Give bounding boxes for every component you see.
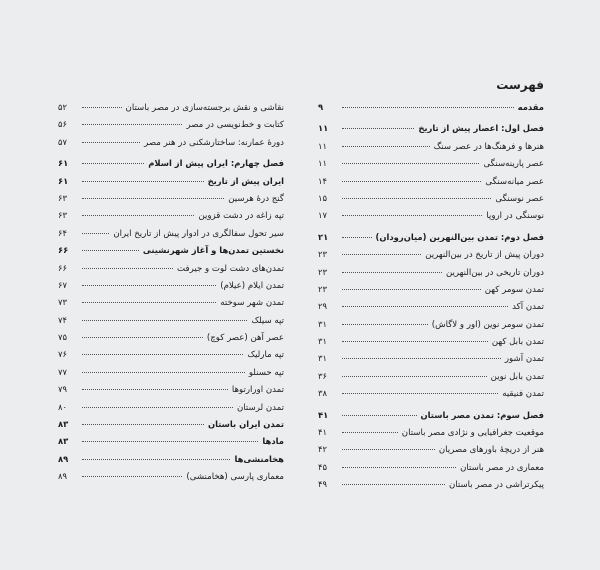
toc-entry-page: ۴۵ (318, 461, 327, 472)
dot-leader (82, 181, 204, 182)
toc-entry (58, 245, 284, 262)
toc-entry (318, 479, 544, 496)
toc-entry-page: ۱۱ (318, 140, 327, 151)
dot-leader (342, 146, 430, 147)
toc-entry (318, 123, 544, 140)
toc-entry (58, 193, 284, 210)
toc-entry (318, 319, 544, 336)
toc-entry-title: فصل دوم: تمدن بین‌النهرین (میان‌رودان) (375, 231, 544, 242)
toc-entry (318, 427, 544, 444)
toc-entry (318, 410, 544, 427)
dot-leader (82, 459, 230, 460)
toc-entry-title: عصر پارینه‌سنگی (483, 159, 544, 170)
dot-leader (82, 320, 247, 321)
toc-entry (58, 419, 284, 436)
toc-entry (318, 371, 544, 388)
toc-entry-title: تمدن آشور (504, 354, 544, 365)
toc-entry-title: نقاشی و نقش برجسته‌سازی در مصر باستان (125, 103, 284, 113)
toc-entry (318, 232, 544, 249)
toc-entry-page: ۴۹ (318, 479, 327, 490)
toc-entry-page: ۷۴ (58, 314, 67, 325)
toc-entry-title: تپه سیلک (251, 315, 284, 326)
toc-entry (318, 444, 544, 461)
dot-leader (342, 432, 398, 433)
toc-entry-page: ۸۳ (58, 436, 69, 447)
toc-entry-page: ۲۳ (318, 266, 327, 277)
toc-entry (58, 349, 284, 366)
dot-leader (342, 484, 445, 485)
toc-entry-page: ۱۱ (318, 123, 329, 134)
toc-entry (318, 158, 544, 175)
toc-entry-page: ۷۷ (58, 366, 67, 377)
dot-leader (342, 376, 487, 377)
toc-entry-page: ۲۹ (318, 301, 327, 312)
toc-entry-title: فصل سوم: تمدن مصر باستان (420, 409, 544, 420)
dot-leader (82, 285, 216, 286)
toc-entry-title: تمدن‌های دشت لوت و جیرفت (177, 263, 284, 274)
dot-leader (82, 389, 228, 390)
toc-entry (318, 301, 544, 318)
toc-entry-page: ۵۲ (58, 102, 67, 112)
dot-leader (342, 415, 417, 416)
toc-entry-title: هنر از دریچهٔ باورهای مصریان (438, 445, 544, 456)
toc-entry (318, 141, 544, 158)
toc-entry-page: ۱۷ (318, 210, 327, 221)
dot-leader (342, 215, 482, 216)
toc-entry (318, 249, 544, 266)
toc-entry-title: ایران پیش از تاریخ (207, 175, 284, 186)
dot-leader (342, 272, 442, 273)
toc-entry-title: عصر نوسنگی (495, 193, 544, 204)
toc-entry (318, 102, 544, 119)
toc-entry-page: ۶۶ (58, 245, 69, 256)
toc-entry-title: نوسنگی در اروپا (486, 211, 544, 222)
dot-leader (82, 354, 243, 355)
toc-entry (58, 228, 284, 245)
toc-entry-title: تمدن ایلام (عیلام) (220, 280, 284, 291)
toc-entry-page: ۹ (318, 102, 324, 112)
toc-entry-page: ۷۶ (58, 349, 67, 360)
dot-leader (342, 289, 481, 290)
toc-entry-page: ۶۳ (58, 210, 67, 221)
toc-entry-title: تمدن اورارتوها (231, 385, 284, 396)
dot-leader (342, 306, 508, 307)
toc-entry-page: ۶۴ (58, 227, 67, 238)
toc-entry (58, 102, 284, 119)
toc-entry-title: گنج درهٔ هرسین (228, 193, 284, 204)
dot-leader (82, 215, 194, 216)
toc-entry-page: ۸۳ (58, 419, 69, 430)
toc-entry-page: ۳۸ (318, 388, 327, 399)
toc-entry-page: ۳۱ (318, 318, 327, 329)
toc-entry (318, 176, 544, 193)
toc-entry-page: ۴۲ (318, 444, 327, 455)
toc-entry-page: ۱۴ (318, 175, 327, 186)
toc-entry (58, 315, 284, 332)
toc-entry-page: ۵۷ (58, 136, 67, 147)
toc-entry-title: تپه مارلیک (247, 350, 284, 361)
toc-entry-title: مقدمه (517, 102, 544, 112)
toc-entry-page: ۸۹ (58, 453, 69, 464)
toc-entry-title: دورهٔ عمارنه: ساختارشکنی در هنر مصر (144, 137, 284, 148)
page-title: فهرست (496, 78, 544, 92)
toc-entry-title: معماری در مصر باستان (460, 462, 544, 473)
toc-entry-title: تمدن ایران باستان (207, 419, 284, 430)
toc-entry-title: سیر تحول سفالگری در ادوار پیش از تاریخ ایران (113, 228, 284, 239)
toc-entry-title: فصل چهارم: ایران پیش از اسلام (148, 158, 284, 169)
dot-leader (82, 250, 139, 251)
dot-leader (82, 337, 203, 338)
dot-leader (342, 393, 498, 394)
dot-leader (342, 341, 488, 342)
toc-entry-page: ۶۱ (58, 158, 69, 169)
toc-entry-title: تپه زاغه در دشت قزوین (198, 211, 284, 222)
dot-leader (82, 476, 182, 477)
toc-entry-page: ۴۱ (318, 427, 327, 438)
toc-entry-title: عصر آهن (عصر کوچ) (206, 333, 284, 344)
dot-leader (342, 254, 421, 255)
toc-entry (58, 436, 284, 453)
dot-leader (342, 181, 481, 182)
toc-column-right (318, 102, 544, 497)
toc-entry (318, 462, 544, 479)
toc-entry-page: ۱۱ (318, 158, 327, 169)
dot-leader (82, 163, 144, 164)
toc-entry-title: مادها (262, 436, 284, 447)
toc-entry (58, 176, 284, 193)
dot-leader (342, 449, 435, 450)
toc-entry-page: ۲۱ (318, 231, 329, 242)
toc-entry (58, 210, 284, 227)
toc-entry-title: تمدن بابل کهن (491, 337, 544, 348)
toc-entry-title: تمدن بابل نوین (490, 371, 544, 382)
dot-leader (342, 128, 414, 129)
toc-entry-title: تمدن سومر نوین (اور و لاگاش) (431, 319, 544, 330)
toc-entry (58, 402, 284, 419)
toc-entry-title: تمدن سومر کهن (484, 284, 544, 295)
toc-entry-title: عصر میانه‌سنگی (485, 176, 544, 187)
toc-entry-page: ۵۶ (58, 119, 67, 130)
toc-entry-page: ۷۳ (58, 297, 67, 308)
toc-entry (318, 388, 544, 405)
toc-entry (58, 280, 284, 297)
dot-leader (342, 467, 456, 468)
dot-leader (82, 233, 109, 234)
dot-leader (82, 124, 182, 125)
toc-entry-title: پیکرتراشی در مصر باستان (448, 480, 544, 491)
toc-entry-title: تمدن فنیقیه (502, 389, 544, 400)
dot-leader (342, 107, 514, 108)
toc-entry (58, 158, 284, 175)
toc-entry (58, 297, 284, 314)
dot-leader (342, 358, 501, 359)
dot-leader (82, 198, 224, 199)
dot-leader (82, 441, 258, 442)
toc-entry-page: ۸۰ (58, 401, 67, 412)
dot-leader (82, 107, 122, 108)
toc-entry-title: موقعیت جغرافیایی و نژادی مصر باستان (401, 428, 544, 439)
toc-entry-page: ۶۱ (58, 175, 69, 186)
toc-entry-title: دوران پیش از تاریخ در بین‌النهرین (425, 250, 544, 261)
toc-entry (58, 332, 284, 349)
toc-entry-title: تمدن شهر سوخته (220, 298, 284, 309)
toc-entry (58, 454, 284, 471)
dot-leader (342, 163, 479, 164)
toc-entry (318, 210, 544, 227)
toc-entry (58, 471, 284, 488)
toc-entry-page: ۱۵ (318, 192, 327, 203)
toc-entry (318, 284, 544, 301)
toc-entry-page: ۳۶ (318, 370, 327, 381)
toc-entry-page: ۶۷ (58, 279, 67, 290)
toc-entry-title: هخامنشی‌ها (234, 453, 284, 464)
toc-entry (318, 336, 544, 353)
toc-entry-title: تمدن لرستان (237, 402, 284, 413)
dot-leader (342, 324, 428, 325)
toc-entry-page: ۴۱ (318, 409, 329, 420)
dot-leader (82, 424, 204, 425)
toc-entry (318, 267, 544, 284)
toc-entry (58, 119, 284, 136)
toc-entry (318, 353, 544, 370)
toc-entry-page: ۳۱ (318, 353, 327, 364)
toc-entry-page: ۷۹ (58, 384, 67, 395)
dot-leader (82, 142, 140, 143)
toc-entry-page: ۶۶ (58, 262, 67, 273)
dot-leader (82, 302, 216, 303)
dot-leader (82, 407, 233, 408)
dot-leader (82, 372, 245, 373)
dot-leader (342, 237, 372, 238)
toc-entry-page: ۸۹ (58, 471, 67, 482)
toc-entry-title: تپه حسنلو (248, 367, 284, 378)
toc-entry-page: ۶۳ (58, 192, 67, 203)
toc-entry (58, 367, 284, 384)
toc-entry-title: هنرها و فرهنگ‌ها در عصر سنگ (433, 141, 544, 152)
toc-entry-page: ۷۵ (58, 332, 67, 343)
toc-entry-title: معماری پارسی (هخامنشی) (186, 472, 284, 483)
toc-entry-title: دوران تاریخی در بین‌النهرین (445, 267, 544, 278)
toc-entry (58, 263, 284, 280)
toc-entry-page: ۲۳ (318, 283, 327, 294)
toc-entry (58, 137, 284, 154)
toc-entry-page: ۳۱ (318, 336, 327, 347)
dot-leader (82, 268, 173, 269)
toc-entry (318, 193, 544, 210)
dot-leader (342, 198, 491, 199)
toc-column-left (58, 102, 284, 489)
toc-entry (58, 384, 284, 401)
toc-entry-page: ۲۳ (318, 249, 327, 260)
toc-entry-title: فصل اول: اعصار پیش از تاریخ (418, 123, 544, 134)
toc-entry-title: تمدن آکد (512, 302, 544, 313)
toc-entry-title: کتابت و خط‌نویسی در مصر (186, 120, 284, 131)
toc-entry-title: نخستین تمدن‌ها و آغاز شهرنشینی (142, 245, 284, 256)
